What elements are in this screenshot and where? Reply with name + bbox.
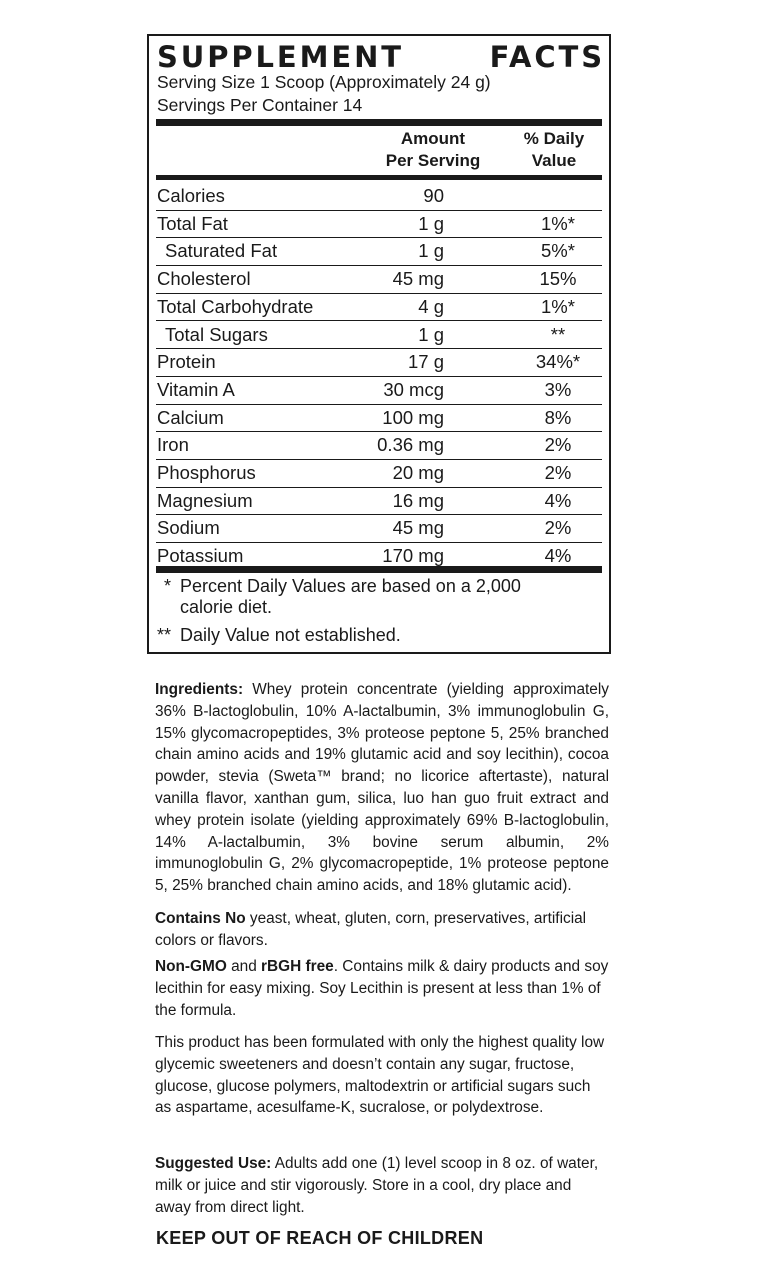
header-amount: Amount Per Serving — [385, 129, 481, 170]
header-daily-value: % Daily Value — [523, 129, 585, 170]
nutrient-amount: 90 — [423, 185, 444, 206]
nutrient-name: Potassium — [157, 545, 244, 567]
footnote-marker-1: * — [164, 576, 172, 596]
footnote-1: Percent Daily Values are based on a 2,000 calorie diet. — [180, 576, 521, 617]
contains-no-text: yeast, wheat, gluten, corn, preservatives, artificial colors or flavors. — [155, 910, 587, 949]
table-row — [156, 459, 602, 488]
table-row — [156, 293, 602, 322]
table-row — [156, 376, 602, 405]
nutrient-name: Total Sugars — [165, 323, 268, 345]
nutrient-amount: 1 g — [418, 212, 444, 234]
nutrient-daily-value: 1%* — [541, 212, 575, 234]
nutrient-amount: 20 mg — [392, 462, 444, 483]
nutrient-daily-value: 5%* — [541, 240, 575, 262]
ingredients-paragraph — [155, 679, 609, 897]
formulation-paragraph: This product has been formulated with only the highest quality low glycemic sweeteners and doesn’t contain any sugar, fructose, glucose, glucose polymers, maltodextrin or artificial sugars such as aspartame, acesulfame-K, sucralose, or polydextrose. — [155, 1034, 605, 1117]
serving-size: Serving Size 1 Scoop (Approximately 24 g) — [157, 72, 491, 92]
nutrient-daily-value: 4% — [544, 489, 572, 511]
supplement-facts-panel — [147, 34, 611, 654]
table-row — [156, 348, 602, 377]
ingredients-label: Ingredients: — [155, 681, 244, 698]
footnote-marker-2: ** — [157, 625, 172, 645]
nutrient-name: Vitamin A — [157, 378, 235, 400]
bottom-divider — [156, 566, 602, 573]
table-row — [156, 487, 602, 516]
ingredients-text: Whey protein concentrate (yielding approximately 36% B-lactoglobulin, 10% A-lactalbumin, 3% immunoglobulin G, 15% glycomacropeptides, 3% proteose peptone 5, 25% branched chain amino acids and 19% glutamic acid and soy lecithin), cocoa powder, stevia (Sweta™ brand; no licorice aftertaste), natural vanilla flavor, xanthan gum, silica, luo han guo fruit extract and whey protein isolate (yielding approximately 69% B-lactoglobulin, 14% A-lactalbumin, 3% bovine serum albumin, 2% immunoglobulin G, 2% glycomacropeptide, 1% proteose peptone 5, 25% branched chain amino acids, and 18% glutamic acid). — [155, 681, 609, 895]
nutrient-name: Cholesterol — [157, 268, 251, 290]
nutrient-name: Protein — [157, 351, 216, 373]
table-row — [156, 237, 602, 266]
non-gmo-paragraph: Non-GMO and rBGH free. Contains milk & dairy products and soy lecithin for easy mixing. Soy Lecithin is present at less than 1% of the formula. — [155, 958, 609, 1019]
nutrient-daily-value: 2% — [544, 462, 572, 483]
nutrient-amount: 17 g — [407, 351, 444, 373]
contains-no-label: Contains No — [155, 910, 246, 927]
nutrient-daily-value: 2% — [544, 517, 572, 539]
nutrient-daily-value: 34%* — [535, 351, 581, 373]
nutrient-name: Phosphorus — [157, 462, 256, 483]
table-row — [156, 431, 602, 460]
facts-title-word2: FACTS — [489, 40, 605, 74]
non-gmo-text: . Contains milk & dairy products and soy lecithin for easy mixing. Soy Lecithin is present at less than 1% of the formula. — [155, 958, 609, 1019]
nutrient-name: Total Carbohydrate — [157, 295, 314, 317]
nutrient-amount: 100 mg — [382, 406, 444, 428]
table-row — [156, 321, 602, 350]
nutrient-daily-value: 3% — [544, 378, 572, 400]
suggested-use-text: Adults add one (1) level scoop in 8 oz. of water, milk or juice and stir vigorously. Store in a cool, dry place and away from direct light. — [155, 1155, 599, 1216]
table-row — [156, 514, 602, 543]
nutrient-name: Saturated Fat — [165, 240, 278, 262]
nutrient-daily-value: ** — [550, 323, 566, 345]
nutrient-amount: 16 mg — [392, 489, 444, 511]
contains-no-paragraph — [155, 908, 609, 952]
non-gmo-label: Non-GMO — [155, 958, 227, 975]
nutrient-amount: 0.36 mg — [377, 434, 444, 456]
nutrient-amount: 1 g — [418, 240, 444, 262]
servings-per-container: Servings Per Container 14 — [157, 95, 363, 115]
nutrient-name: Total Fat — [157, 212, 228, 234]
suggested-use-paragraph — [155, 1153, 609, 1218]
rbgh-free-label: rBGH free — [261, 958, 334, 975]
nutrient-daily-value: 1%* — [541, 295, 575, 317]
nutrient-amount: 45 mg — [392, 517, 444, 539]
nutrient-amount: 30 mcg — [383, 378, 444, 400]
nutrient-name: Magnesium — [157, 489, 253, 511]
nutrient-daily-value: 2% — [544, 434, 572, 456]
table-row — [156, 404, 602, 433]
nutrient-amount: 170 mg — [382, 545, 444, 567]
header-divider — [156, 175, 602, 180]
nutrient-amount: 4 g — [418, 295, 444, 317]
nutrient-name: Sodium — [157, 517, 220, 539]
nutrient-name: Calcium — [157, 406, 224, 428]
nutrient-daily-value: 4% — [544, 545, 572, 567]
table-row — [156, 265, 602, 294]
nutrient-daily-value: 8% — [544, 406, 572, 428]
nutrient-name: Iron — [157, 434, 189, 456]
table-row — [156, 210, 602, 239]
facts-title — [157, 40, 605, 74]
warning-text: KEEP OUT OF REACH OF CHILDREN — [156, 1228, 484, 1248]
suggested-use-label: Suggested Use: — [155, 1155, 272, 1172]
nutrient-amount: 1 g — [418, 323, 444, 345]
thick-divider — [156, 119, 602, 126]
footnote-2: Daily Value not established. — [180, 625, 401, 645]
nutrient-daily-value: 15% — [539, 268, 577, 290]
table-row — [156, 182, 602, 211]
facts-title-word1: SUPPLEMENT — [157, 40, 404, 74]
nutrient-name: Calories — [157, 185, 225, 206]
nutrient-amount: 45 mg — [392, 268, 444, 290]
